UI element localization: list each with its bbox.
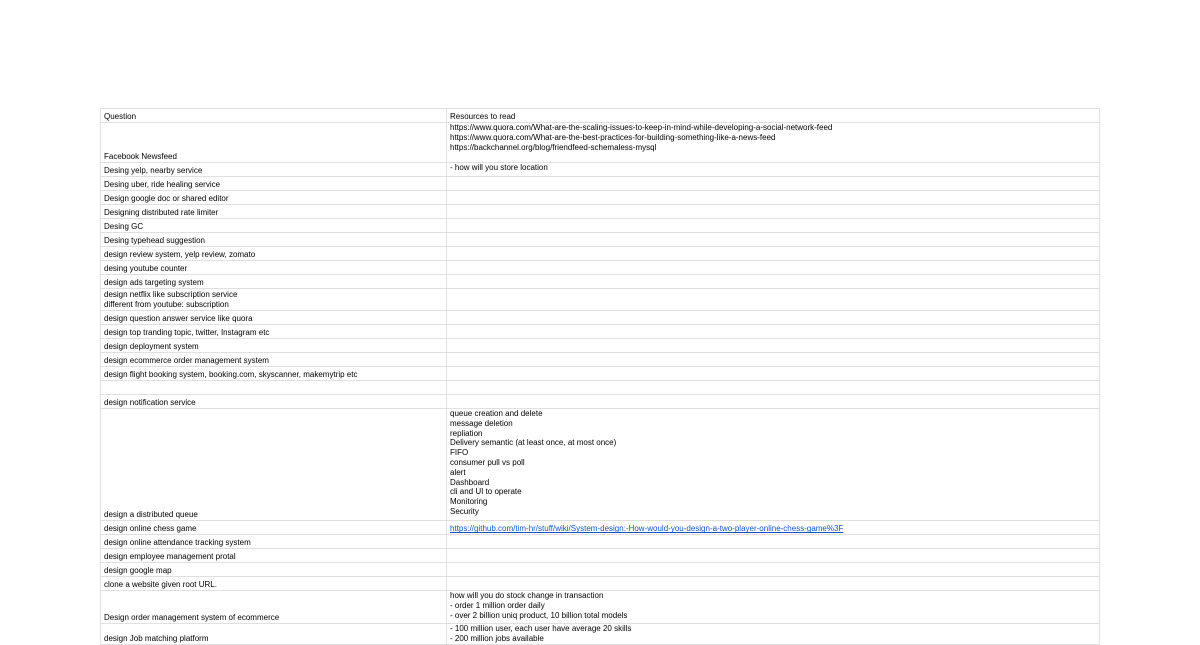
table-row	[101, 325, 1100, 339]
table-row	[101, 339, 1100, 353]
table-row	[101, 521, 1100, 535]
resource-text: Dashboard	[450, 477, 490, 487]
resource-link[interactable]: https://github.com/tim-hr/stuff/wiki/System-design:-How-would-you-design-a-two-player-online-chess-game%3F	[450, 524, 844, 534]
resources-cell[interactable]	[447, 191, 1100, 205]
table-row	[101, 311, 1100, 325]
table-row	[101, 563, 1100, 577]
question-text: design ecommerce order management system	[104, 356, 269, 366]
question-text: design top tranding topic, twitter, Instagram etc	[104, 328, 270, 338]
table-row	[101, 191, 1100, 205]
resource-text: - order 1 million order daily	[450, 600, 545, 610]
resource-text: queue creation and delete	[450, 409, 543, 418]
question-text: Design order management system of ecommerce	[104, 613, 280, 623]
question-cell[interactable]	[101, 311, 447, 325]
resource-text: - how will you store location	[450, 163, 548, 172]
question-text: Desing yelp, nearby service	[104, 166, 203, 176]
resources-cell[interactable]	[447, 521, 1100, 535]
question-cell[interactable]	[101, 339, 447, 353]
question-text: Designing distributed rate limiter	[104, 208, 219, 218]
resources-cell[interactable]	[447, 339, 1100, 353]
resources-cell[interactable]	[447, 367, 1100, 381]
table-row	[101, 261, 1100, 275]
resources-cell[interactable]	[447, 177, 1100, 191]
resources-cell[interactable]	[447, 163, 1100, 177]
question-cell[interactable]	[101, 409, 447, 521]
table-row	[101, 549, 1100, 563]
table-row	[101, 381, 1100, 395]
question-cell[interactable]	[101, 535, 447, 549]
question-cell[interactable]	[101, 353, 447, 367]
resource-text: message deletion	[450, 418, 513, 428]
table-row	[101, 163, 1100, 177]
header-row	[101, 109, 1100, 123]
table-row	[101, 409, 1100, 521]
resources-cell[interactable]	[447, 219, 1100, 233]
question-text: design question answer service like quora	[104, 314, 253, 324]
question-text: clone a website given root URL.	[104, 580, 217, 590]
resources-cell[interactable]	[447, 381, 1100, 395]
table-row	[101, 247, 1100, 261]
question-text: different from youtube: subscription	[104, 300, 229, 310]
resources-cell[interactable]	[447, 591, 1100, 624]
resource-text: consumer pull vs poll	[450, 457, 525, 467]
spreadsheet	[100, 108, 1099, 645]
question-text: design ads targeting system	[104, 278, 204, 288]
question-cell[interactable]	[101, 191, 447, 205]
resources-cell[interactable]	[447, 205, 1100, 219]
table-row	[101, 177, 1100, 191]
question-cell[interactable]	[101, 367, 447, 381]
question-text: Desing typehead suggestion	[104, 236, 205, 246]
table-row	[101, 395, 1100, 409]
header-cell-resources[interactable]: Resources to read	[447, 109, 1100, 123]
table-row	[101, 219, 1100, 233]
table-row	[101, 367, 1100, 381]
question-cell[interactable]	[101, 591, 447, 624]
question-cell[interactable]	[101, 325, 447, 339]
resources-cell[interactable]	[447, 289, 1100, 311]
question-text: design employee management protal	[104, 552, 236, 562]
table-row	[101, 577, 1100, 591]
question-cell[interactable]	[101, 395, 447, 409]
question-cell[interactable]	[101, 233, 447, 247]
question-text: Desing GC	[104, 222, 144, 232]
question-text: Design google doc or shared editor	[104, 194, 229, 204]
resources-cell[interactable]	[447, 409, 1100, 521]
resource-text: FIFO	[450, 448, 469, 458]
question-text: design online chess game	[104, 524, 197, 534]
resource-text: Monitoring	[450, 497, 488, 507]
table-row	[101, 205, 1100, 219]
resources-cell[interactable]	[447, 261, 1100, 275]
question-cell[interactable]	[101, 205, 447, 219]
resources-cell[interactable]	[447, 275, 1100, 289]
table-row	[101, 535, 1100, 549]
resource-text: https://backchannel.org/blog/friendfeed-schemaless-mysql	[450, 142, 657, 152]
resource-text: Security	[450, 506, 479, 516]
table-row	[101, 233, 1100, 247]
resource-text: Delivery semantic (at least once, at most once)	[450, 438, 617, 448]
question-cell[interactable]	[101, 163, 447, 177]
question-text: design online attendance tracking system	[104, 538, 251, 548]
resources-cell[interactable]	[447, 577, 1100, 591]
resource-text: - 100 million user, each user have average 20 skills	[450, 624, 632, 633]
resources-cell[interactable]	[447, 535, 1100, 549]
resources-cell[interactable]	[447, 353, 1100, 367]
question-cell[interactable]	[101, 563, 447, 577]
question-cell[interactable]	[101, 123, 447, 163]
header-cell-question[interactable]: Question	[101, 109, 447, 123]
table-row	[101, 289, 1100, 311]
resource-text: cli and UI to operate	[450, 487, 522, 497]
question-text: Facebook Newsfeed	[104, 152, 177, 162]
question-cell[interactable]	[101, 624, 447, 645]
resource-text: how will you do stock change in transaction	[450, 591, 604, 600]
resources-cell[interactable]	[447, 395, 1100, 409]
question-cell[interactable]	[101, 521, 447, 535]
question-cell[interactable]	[101, 275, 447, 289]
resources-cell[interactable]	[447, 325, 1100, 339]
table-row	[101, 624, 1100, 645]
questions-table	[100, 108, 1100, 645]
question-cell[interactable]	[101, 177, 447, 191]
resource-text: - over 2 billion uniq product, 10 billion total models	[450, 610, 628, 620]
question-text: Desing uber, ride healing service	[104, 180, 221, 190]
question-cell[interactable]	[101, 247, 447, 261]
question-text: design review system, yelp review, zomato	[104, 250, 256, 260]
question-cell[interactable]	[101, 219, 447, 233]
resources-cell[interactable]	[447, 123, 1100, 163]
resource-text: - 200 million jobs available	[450, 633, 544, 643]
table-row	[101, 591, 1100, 624]
resources-cell[interactable]	[447, 549, 1100, 563]
resource-text: https://www.quora.com/What-are-the-best-practices-for-building-something-like-a-news-feed	[450, 132, 776, 142]
resources-cell[interactable]	[447, 624, 1100, 645]
question-text: design a distributed queue	[104, 510, 198, 520]
table-row	[101, 353, 1100, 367]
question-cell[interactable]	[101, 549, 447, 563]
resources-cell[interactable]	[447, 247, 1100, 261]
question-text: design notification service	[104, 398, 196, 408]
resource-text: https://www.quora.com/What-are-the-scaling-issues-to-keep-in-mind-while-developing-a-social-network-feed	[450, 123, 833, 132]
question-text: design netflix like subscription service	[104, 290, 238, 300]
resources-cell[interactable]	[447, 233, 1100, 247]
question-text: desing youtube counter	[104, 264, 188, 274]
question-cell[interactable]	[101, 381, 447, 395]
question-text: design Job matching platform	[104, 633, 209, 643]
question-text: design deployment system	[104, 342, 199, 352]
question-text: design flight booking system, booking.com, skyscanner, makemytrip etc	[104, 370, 358, 380]
resources-cell[interactable]	[447, 311, 1100, 325]
question-cell[interactable]	[101, 289, 447, 311]
question-cell[interactable]	[101, 261, 447, 275]
resources-cell[interactable]	[447, 563, 1100, 577]
resource-text: alert	[450, 467, 466, 477]
question-cell[interactable]	[101, 577, 447, 591]
table-row	[101, 275, 1100, 289]
question-text: design google map	[104, 566, 172, 576]
resource-text: repliation	[450, 428, 483, 438]
table-row	[101, 123, 1100, 163]
